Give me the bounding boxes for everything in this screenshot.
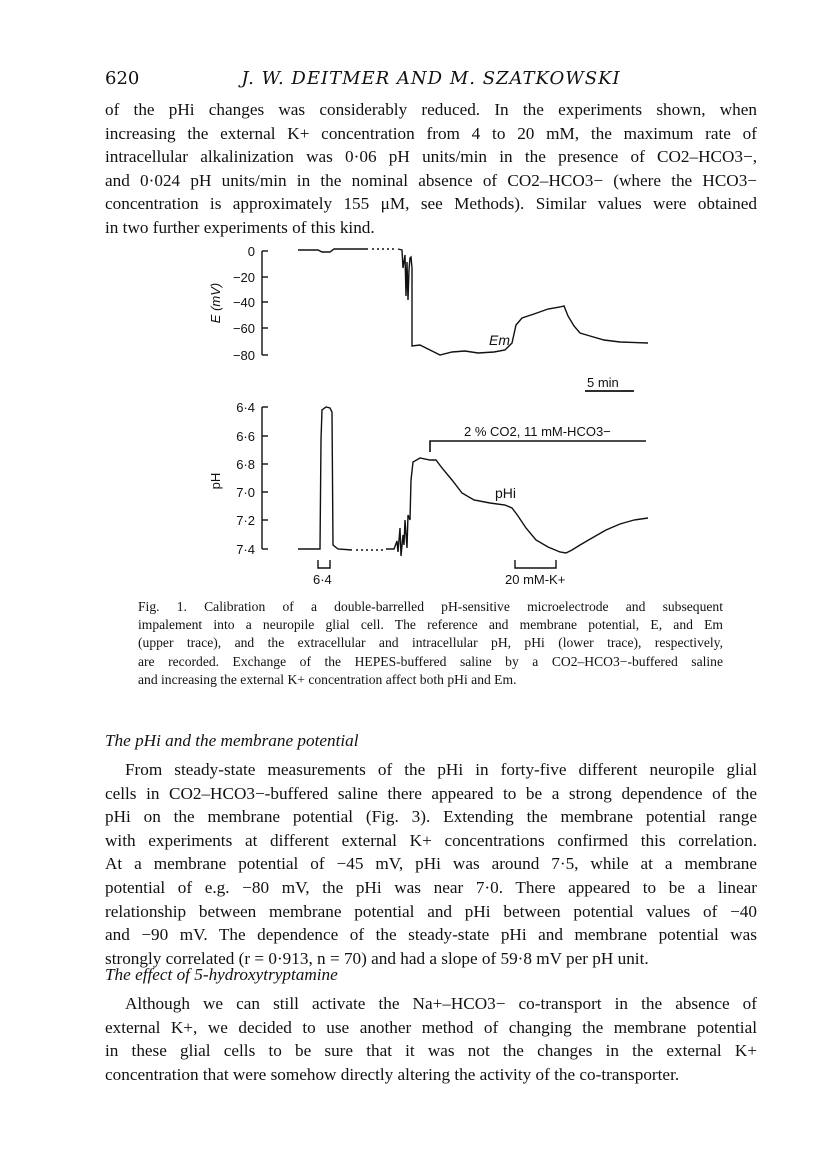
section-paragraph xyxy=(105,992,757,1086)
upper-ytick: −60 xyxy=(232,321,255,336)
upper-ytick: 0 xyxy=(247,244,255,259)
lower-axis xyxy=(262,407,268,549)
scale-bar-label: 5 min xyxy=(587,375,619,390)
caption-line: impalement into a neuropile glial cell. The reference and membrane potential, E, and Em xyxy=(138,617,723,633)
text-line: Although we can still activate the Na+–HCO3− co-transport in the absence of xyxy=(125,994,757,1013)
text-line: strongly correlated (r = 0·913, n = 70) and had a slope of 59·8 mV per pH unit. xyxy=(105,948,649,968)
upper-ytick: −20 xyxy=(232,270,255,285)
calibration-marker xyxy=(318,560,330,568)
calibration-label: 6·4 xyxy=(313,572,332,587)
lower-ylabel: pH xyxy=(208,472,223,490)
running-header-authors: J. W. DEITMER AND M. SZATKOWSKI xyxy=(241,68,621,89)
text-line: in two further experiments of this kind. xyxy=(105,217,375,237)
text-line: At a membrane potential of −45 mV, pHi was around 7·5, while at a membrane xyxy=(105,854,757,874)
text-line: intracellular alkalinization was 0·06 pH units/min in the presence of CO2–HCO3−, xyxy=(105,147,757,167)
co2-bar xyxy=(430,441,646,452)
lower-ytick: 7·2 xyxy=(236,513,255,528)
text-line: with experiments at different external K+ concentrations confirmed this correlation. xyxy=(105,830,757,850)
lower-ytick: 6·4 xyxy=(236,400,255,415)
em-label: Em xyxy=(489,332,510,348)
section-heading: The pHi and the membrane potential xyxy=(105,731,359,750)
caption-line: are recorded. Exchange of the HEPES-buffered saline by a CO2–HCO3−-buffered saline xyxy=(138,653,723,669)
upper-axis xyxy=(262,251,268,355)
caption-line: and increasing the external K+ concentration affect both pHi and Em. xyxy=(138,671,517,687)
lower-ytick: 6·8 xyxy=(236,457,255,472)
text-line: external K+, we decided to use another method of changing the membrane potential xyxy=(105,1017,757,1037)
text-line: of the pHi changes was considerably reduced. In the experiments shown, when xyxy=(105,100,757,119)
co2-bar-label: 2 % CO2, 11 mM-HCO3− xyxy=(464,424,611,439)
figure-caption xyxy=(138,598,723,689)
em-trace xyxy=(298,249,648,355)
upper-ytick: −40 xyxy=(232,295,255,310)
lower-ytick: 7·0 xyxy=(236,485,255,500)
text-line: and −90 mV. The dependence of the steady-state pHi and membrane potential was xyxy=(105,925,757,945)
potassium-label: 20 mM-K+ xyxy=(505,572,566,587)
lower-ytick: 7·4 xyxy=(236,542,255,557)
upper-ylabel: E (mV) xyxy=(208,282,223,324)
page-number: 620 xyxy=(105,68,140,89)
section-paragraph xyxy=(105,758,757,970)
upper-ytick: −80 xyxy=(232,348,255,363)
text-line: pHi on the membrane potential (Fig. 3). Extending the membrane potential range xyxy=(105,807,757,827)
text-line: and 0·024 pH units/min in the nominal absence of CO2–HCO3− (where the HCO3− xyxy=(105,170,757,190)
text-line: concentration is approximately 155 μM, see Methods). Similar values were obtained xyxy=(105,194,757,214)
text-line: From steady-state measurements of the pHi in forty-five different neuropile glial xyxy=(125,760,757,779)
text-line: relationship between membrane potential and pHi between potential values of −40 xyxy=(105,901,757,921)
caption-line: (upper trace), and the extracellular and intracellular pH, pHi (lower trace), respectively, xyxy=(138,635,723,651)
section-heading: The effect of 5-hydroxytryptamine xyxy=(105,965,338,984)
phi-label: pHi xyxy=(495,485,517,501)
text-line: cells in CO2–HCO3−-buffered saline there appeared to be a strong dependence of the xyxy=(105,783,757,803)
text-line: potential of e.g. −80 mV, the pHi was near 7·0. There appeared to be a linear xyxy=(105,877,757,897)
lower-ytick: 6·6 xyxy=(236,429,255,444)
caption-line: Fig. 1. Calibration of a double-barrelled pH-sensitive microelectrode and subsequent xyxy=(138,599,723,614)
text-line: increasing the external K+ concentration from 4 to 20 mM, the maximum rate of xyxy=(105,123,757,143)
text-line: concentration that were somehow directly altering the activity of the co-transporter. xyxy=(105,1064,680,1084)
text-line: in these glial cells to be sure that it was not the changes in the external K+ xyxy=(105,1041,757,1061)
potassium-marker xyxy=(515,560,556,568)
